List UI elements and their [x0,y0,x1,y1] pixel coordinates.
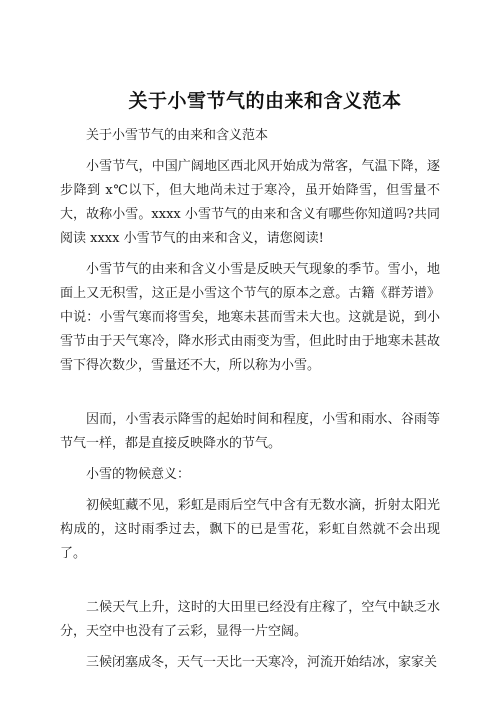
paragraph: 小雪的物候意义： [86,467,191,482]
paragraph: 三候闭塞成冬，天气一天比一天寒冷，河流开始结冰，家家关 [86,655,438,670]
document-body [60,124,440,675]
paragraph: 关于小雪节气的由来和含义范本 [86,128,269,143]
paragraph: 初候虹藏不见，彩虹是雨后空气中含有无数水滴，折射太阳光构成的，这时雨季过去，飘下的已是雪花，彩虹自然就不会出现了。 [60,498,440,561]
paragraph: 小雪节气的由来和含义小雪是反映天气现象的季节。雪小，地面上又无积雪，这正是小雪这个节气的原本之意。古籍《群芳谱》中说：小雪气寒而将雪矣，地寒未甚而雪未大也。这就是说，到小雪节由于天气寒冷，降水形式由雨变为雪，但此时由于地寒未甚故雪下得次数少，雪量还不大，所以称为小雪。 [60,262,440,373]
document-title: 关于小雪节气的由来和含义范本 [128,90,402,112]
paragraph: 小雪节气，中国广阔地区西北风开始成为常客，气温下降，逐步降到 x℃以下，但大地尚未过于寒冷，虽开始降雪，但雪量不大，故称小雪。xxxx 小雪节气的由来和含义有哪些你知道吗?共同阅读 xxxx 小雪节气的由来和含义，请您阅读! [60,159,440,246]
paragraph: 因而，小雪表示降雪的起始时间和程度，小雪和雨水、谷雨等节气一样，都是直接反映降水的节气。 [60,412,440,451]
paragraph: 二候天气上升，这时的大田里已经没有庄稼了，空气中缺乏水分，天空中也没有了云彩，显得一片空阔。 [60,600,440,639]
